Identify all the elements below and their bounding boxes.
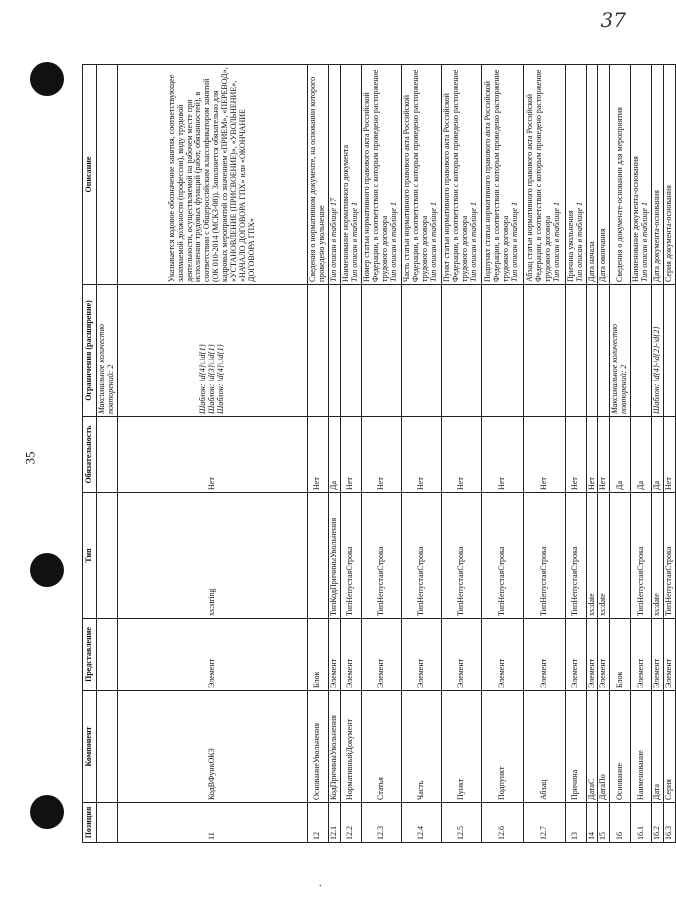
cell-type-text: xs:string [206,588,216,616]
cell-component [565,691,586,803]
table-body [96,65,675,843]
cell-representation-text: Блок [312,671,322,688]
cell-description-text: Абзац статьи нормативного правового акта Российской Федерации, в соответствии с которым проведено расторжение трудового договора [525,69,553,282]
cell-representation [340,619,361,691]
cell-position [340,803,361,843]
cell-required [586,417,598,493]
cell-component [481,691,523,803]
cell-required [340,417,361,493]
cell-position-text: 12.6 [496,826,506,840]
table-row [523,65,565,843]
cell-type [117,493,307,619]
cell-required-text: Нет [570,477,580,490]
cell-description [481,65,523,285]
cell-representation-text: Элемент [635,658,645,688]
cell-representation [565,619,586,691]
cell-component-text: Наименование [635,750,645,800]
type-reference-note: Тип описан в таблице 1 [552,202,562,282]
table-row [481,65,523,843]
cell-representation-text: Элемент [496,658,506,688]
cell-restrictions [328,285,340,417]
cell-restrictions [117,285,307,417]
cell-description-text: Сведения о нормативном документе, на основании которого проведено увольнение [307,76,326,282]
cell-position-text: 12 [312,832,322,840]
cell-representation-text: Элемент [586,658,596,688]
cell-required [328,417,340,493]
cell-restrictions [307,285,328,417]
table-row [361,65,401,843]
cell-representation [664,619,676,691]
table-row [586,65,598,843]
header-description: Описание [83,65,97,285]
cell-representation-text: Элемент [538,658,548,688]
cell-required-text: Нет [312,477,322,490]
cell-representation [610,619,631,691]
cell-type [481,493,523,619]
cell-component [340,691,361,803]
cell-type [441,493,481,619]
cell-representation [523,619,565,691]
cell-component [523,691,565,803]
table-row [117,65,307,843]
cell-restrictions-text: Шаблон: \d{4}-\d{2}-\d{2} [652,326,662,414]
cell-component-text: ОснованиеУвольнения [312,722,322,800]
cell-representation-text: Элемент [455,658,465,688]
cell-position [481,803,523,843]
cell-description-text: Подпункт статьи нормативного правового акта Российской Федерации, в соответствии с которым проведено расторжение трудового договора [483,69,511,282]
rotated-table-container [82,65,676,843]
cell-type-text: ТипНепустаяСтрока [538,546,548,616]
cell-position-text: 12.1 [328,826,338,840]
cell-restrictions [481,285,523,417]
cell-position-text: 15 [598,832,608,840]
cell-description-text: Причина увольнения [565,210,575,282]
cell-type [610,493,631,619]
cell-component-text: Абзац [538,779,548,800]
cell-component [586,691,598,803]
cell-type-text: ТипКодПричиныУвольнения [328,517,338,616]
cell-component [610,691,631,803]
cell-representation-text: Элемент [206,658,216,688]
cell-description-text: Пункт статьи нормативного правового акта Российской Федерации, в соответствии с которым проведено расторжение трудового договора [442,69,470,282]
cell-required-text: Нет [496,477,506,490]
cell-position-text: 13 [570,832,580,840]
type-reference-note: Тип описан в таблице 1 [510,202,520,282]
cell-component-text: Пункт [455,778,465,800]
cell-required-text: Нет [598,477,608,490]
cell-type [664,493,676,619]
cell-required [565,417,586,493]
cell-description [361,65,401,285]
cell-restrictions [361,285,401,417]
cell-component-text: Основание [614,763,624,800]
cell-restrictions [340,285,361,417]
table-row [307,65,328,843]
cell-type [631,493,652,619]
type-reference-note: Тип описан в таблице 1 [469,202,479,282]
cell-component [401,691,441,803]
cell-component [361,691,401,803]
cell-component-text: НормативныйДокумент [345,718,355,800]
cell-representation [117,619,307,691]
cell-representation-text: Элемент [652,658,662,688]
cell-required [117,417,307,493]
type-reference-note: Тип описан в таблице 1 [574,202,584,282]
cell-required-text: Нет [415,477,425,490]
cell-restrictions [96,285,117,417]
table-row [664,65,676,843]
cell-position [401,803,441,843]
cell-representation-text: Элемент [345,658,355,688]
cell-description [328,65,340,285]
cell-component-text: Дата [652,784,662,800]
cell-representation [652,619,664,691]
cell-position [307,803,328,843]
cell-component [328,691,340,803]
cell-required-text: Да [328,480,338,490]
cell-type-text: ТипНепустаяСтрока [375,546,385,616]
cell-required [610,417,631,493]
cell-component-text: Подпункт [496,766,506,800]
type-reference-note: Тип описан в таблице 1 [389,202,399,282]
cell-position [631,803,652,843]
cell-restrictions [598,285,610,417]
cell-type-text: xs:date [586,593,596,616]
cell-position-text: 12.3 [375,826,385,840]
cell-representation [631,619,652,691]
cell-description [598,65,610,285]
cell-component-text: Серия [664,779,674,800]
cell-type [328,493,340,619]
type-reference-note: Тип описан в таблице 1 [640,202,650,282]
cell-required-text: Нет [664,477,674,490]
binder-hole-middle [30,553,64,587]
binder-hole-bottom [30,795,64,829]
cell-type-text: ТипНепустаяСтрока [455,546,465,616]
cell-position-text: 12.4 [415,826,425,840]
cell-component [631,691,652,803]
cell-required-text: Нет [375,477,385,490]
cell-description-text: Сведения о документе-основании для мероприятия [614,107,624,282]
cell-description-text: Дата начала [586,241,596,282]
cell-representation [598,619,610,691]
cell-type-text: ТипНепустаяСтрока [635,546,645,616]
cell-description [307,65,328,285]
handwritten-page-number: 37 [600,8,626,32]
cell-required [652,417,664,493]
cell-description [565,65,586,285]
cell-description-text: Часть статьи нормативного правового акта Российской Федерации, в соответствии с которым проведено расторжение трудового договора [402,69,430,282]
cell-component-text: Часть [415,780,425,800]
cell-required [598,417,610,493]
cell-representation [481,619,523,691]
cell-type-text: ТипНепустаяСтрока [415,546,425,616]
cell-required-text: Нет [586,477,596,490]
cell-position-text: 11 [206,832,216,840]
cell-position-text: 12.2 [345,826,355,840]
cell-type [361,493,401,619]
cell-position-text: 12.7 [538,826,548,840]
type-reference-note: Тип описан в таблице 1 [349,202,359,282]
cell-position-text: 16.2 [652,826,662,840]
cell-restrictions [565,285,586,417]
cell-component-text: КодПричиныУвольнения [328,715,338,800]
cell-description [523,65,565,285]
cell-position [664,803,676,843]
cell-restrictions [523,285,565,417]
cell-required [523,417,565,493]
cell-description-text: Наименование нормативного документа [340,144,350,282]
cell-position [96,803,117,843]
cell-position [441,803,481,843]
cell-representation-text: Блок [614,671,624,688]
header-type: Тип [83,493,97,619]
cell-representation [328,619,340,691]
table-row [631,65,652,843]
cell-restrictions [652,285,664,417]
binder-hole-top [30,62,64,96]
cell-type [523,493,565,619]
cell-required-text: Нет [455,477,465,490]
cell-required [481,417,523,493]
cell-type [565,493,586,619]
cell-representation [586,619,598,691]
cell-position-text: 16.1 [635,826,645,840]
type-reference-note: Тип описан в таблице 17 [328,198,338,282]
cell-description-text: Серия документа-основания [664,185,674,282]
cell-representation [361,619,401,691]
cell-restrictions [610,285,631,417]
cell-position [117,803,307,843]
cell-required-text: Нет [345,477,355,490]
table-row [441,65,481,843]
cell-component-text: Причина [570,769,580,800]
cell-component-text: КодВФункОКЗ [206,748,216,800]
table-row [598,65,610,843]
cell-component-text: Статья [375,777,385,800]
cell-component [652,691,664,803]
cell-representation-text: Элемент [375,658,385,688]
cell-type-text: xs:date [652,593,662,616]
cell-component-text: ДатаПо [598,774,608,800]
cell-component [441,691,481,803]
cell-required [631,417,652,493]
cell-representation [401,619,441,691]
cell-restrictions-text: Максимальное количество повторений: 2 [96,324,115,414]
cell-description-text: Дата документа-основания [652,190,662,282]
cell-description [96,65,117,285]
cell-required [441,417,481,493]
cell-position [652,803,664,843]
header-position: Позиция [83,803,97,843]
cell-description [401,65,441,285]
page-number: 35 [22,451,38,465]
table-row [328,65,340,843]
cell-position-text: 12.5 [455,826,465,840]
cell-position-text: 16.3 [664,826,674,840]
cell-required [401,417,441,493]
cell-representation-text: Элемент [415,658,425,688]
cell-type-text: ТипНепустаяСтрока [345,546,355,616]
cell-type [340,493,361,619]
cell-representation [441,619,481,691]
table-row [96,65,117,843]
cell-representation-text: Элемент [570,658,580,688]
cell-restrictions [631,285,652,417]
cell-position [565,803,586,843]
cell-representation [96,619,117,691]
table-header-row [83,65,97,843]
cell-component [96,691,117,803]
cell-representation [307,619,328,691]
cell-required-text: Да [614,480,624,490]
cell-description [340,65,361,285]
cell-position [586,803,598,843]
type-reference-note: Тип описан в таблице 1 [429,202,439,282]
table-row [652,65,664,843]
cell-required-text: Да [635,480,645,490]
cell-position [610,803,631,843]
header-representation: Представление [83,619,97,691]
cell-type [598,493,610,619]
cell-required [664,417,676,493]
cell-description [610,65,631,285]
cell-restrictions [586,285,598,417]
cell-required [96,417,117,493]
cell-restrictions-text: Шаблон: \d{4}\.\d{1} Шаблон: \d{3}\.\d{1} Шаблон: \d{4}\.\d{1} [197,344,225,414]
cell-position [523,803,565,843]
header-required: Обязательность [83,417,97,493]
cell-type [401,493,441,619]
cell-description [586,65,598,285]
cell-description-text: Дата окончания [598,228,608,282]
cell-component [307,691,328,803]
cell-component [664,691,676,803]
cell-restrictions [401,285,441,417]
cell-position-text: 16 [614,832,624,840]
cell-required-text: Да [652,480,662,490]
cell-type-text: xs:date [598,593,608,616]
cell-required [361,417,401,493]
cell-position [361,803,401,843]
cell-type [586,493,598,619]
cell-component [598,691,610,803]
cell-description [631,65,652,285]
cell-type-text: ТипНепустаяСтрока [496,546,506,616]
cell-representation-text: Элемент [598,658,608,688]
table-row [565,65,586,843]
cell-restrictions [664,285,676,417]
cell-position [328,803,340,843]
cell-type-text: ТипНепустаяСтрока [570,546,580,616]
cell-description [652,65,664,285]
cell-type [307,493,328,619]
header-restrictions: Ограничения (расширение) [83,285,97,417]
cell-required [307,417,328,493]
table-row [610,65,631,843]
cell-representation-text: Элемент [664,658,674,688]
table-row [401,65,441,843]
cell-position-text: 14 [586,832,596,840]
cell-restrictions [441,285,481,417]
cell-component-text: ДатаС [586,778,596,800]
scan-mark: . [319,878,322,889]
cell-required-text: Нет [206,477,216,490]
table-row [340,65,361,843]
cell-description [117,65,307,285]
cell-type [652,493,664,619]
cell-restrictions-text: Максимальное количество повторений: 2 [610,324,629,414]
schema-table [82,64,676,843]
cell-description-text: Наименование документа-основания [631,156,641,282]
header-component: Компонент [83,691,97,803]
cell-required-text: Нет [538,477,548,490]
cell-description-text: Указывается кодовое обозначение занятия, соответствующее занимаемой должности (профессии), виду трудовой деятельности, осуществляемой на рабочем месте при исполнении трудовых функций (работ, обязанностей), в соответствии с Общероссийским классификатором занятий (ОК 010-2014 (МСКЗ-08)). Заполняется обязательно для кадровых мероприятий со значением «ПРИЕМ», «ПЕРЕВОД», «УСТАНОВЛЕНИЕ (ПРИСВОЕНИЕ)», «УВОЛЬНЕНИЕ», «НАЧАЛО ДОГОВОРА ГПХ» или «ОКОНЧАНИЕ ДОГОВОРА ГПХ» [166,67,257,282]
cell-description [664,65,676,285]
cell-representation-text: Элемент [328,658,338,688]
cell-position [598,803,610,843]
cell-description [441,65,481,285]
cell-type-text: ТипНепустаяСтрока [664,546,674,616]
cell-description-text: Номер статьи нормативного правового акта Российской Федерации, в соответствии с которым проведено расторжение трудового договора [362,69,390,282]
cell-component [117,691,307,803]
cell-type [96,493,117,619]
